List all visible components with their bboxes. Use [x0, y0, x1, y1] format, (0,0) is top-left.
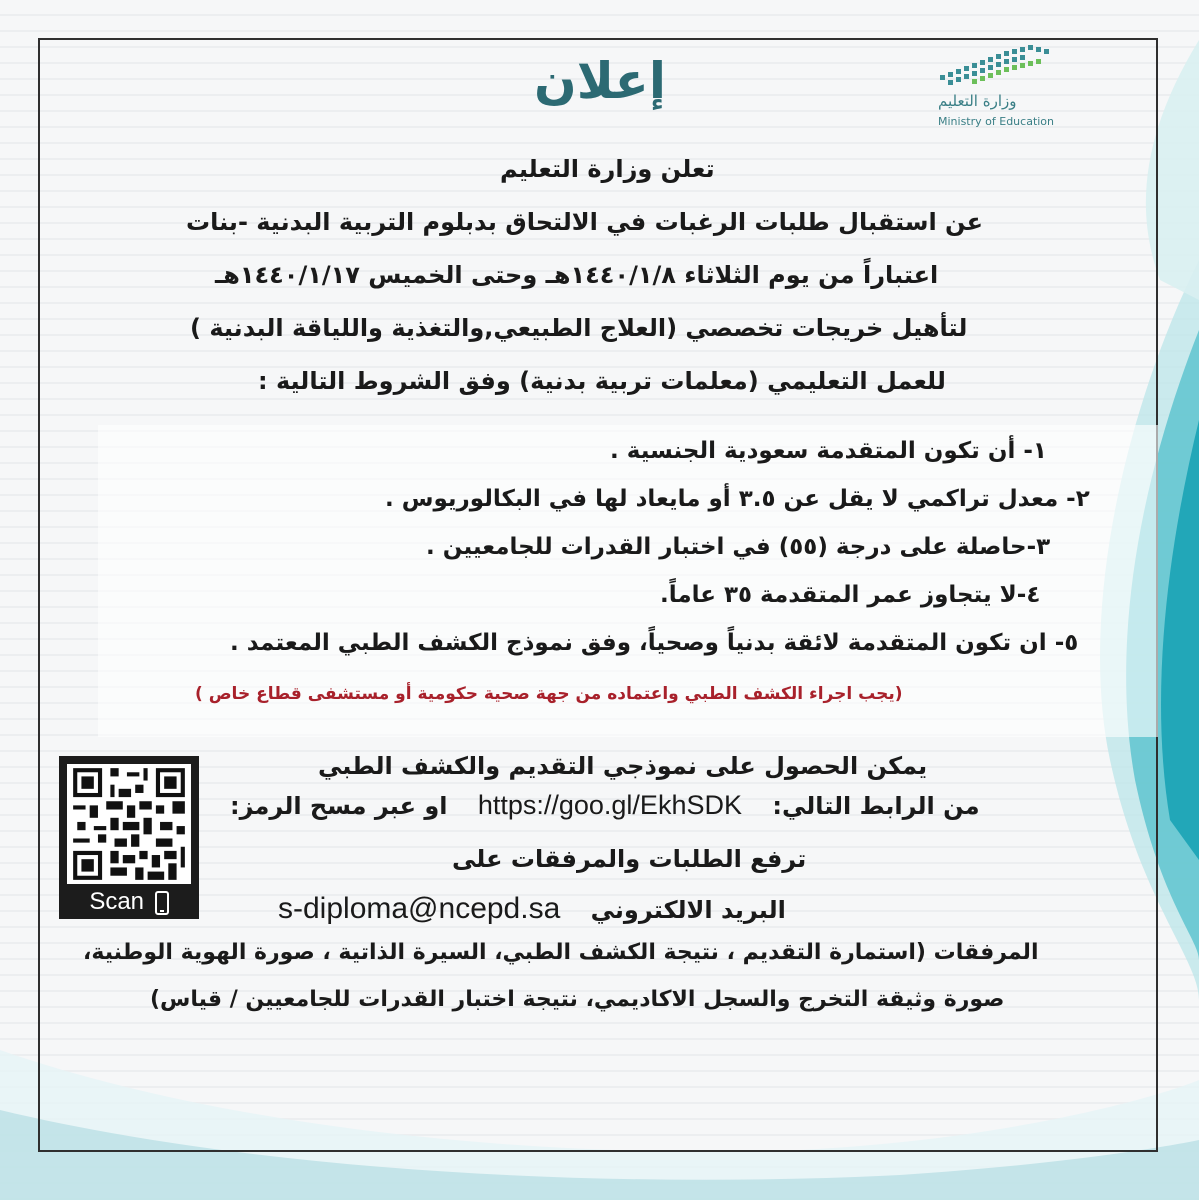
medical-note: (يجب اجراء الكشف الطبي واعتماده من جهة صحية حكومية أو مستشفى قطاع خاص )	[195, 684, 903, 704]
link-suffix: او عبر مسح الرمز:	[230, 792, 448, 820]
forms-line: يمكن الحصول على نموذجي التقديم والكشف الطبي	[318, 752, 928, 780]
email-row	[278, 892, 786, 926]
intro-line-1: تعلن وزارة التعليم	[500, 155, 715, 183]
qr-scan-text: Scan	[89, 888, 145, 915]
phone-icon	[155, 891, 169, 915]
qr-code-icon	[67, 764, 191, 884]
intro-line-3: اعتباراً من يوم الثلاثاء ١٤٤٠/١/٨هـ وحتى الخميس ١٤٤٠/١/١٧هـ	[215, 261, 939, 289]
condition-5: ٥- ان تكون المتقدمة لائقة بدنياً وصحياً، وفق نموذج الكشف الطبي المعتمد .	[230, 630, 1079, 656]
condition-2: ٢- معدل تراكمي لا يقل عن ٣.٥ أو مايعاد لها في البكالوريوس .	[385, 486, 1090, 512]
condition-3: ٣-حاصلة على درجة (٥٥) في اختبار القدرات للجامعيين .	[426, 534, 1051, 560]
logo-name-english: Ministry of Education	[938, 115, 1055, 128]
goo-gl-link[interactable]: https://goo.gl/EkhSDK	[477, 790, 742, 820]
announcement-title: إعلان	[534, 52, 666, 110]
submit-line: ترفع الطلبات والمرفقات على	[452, 845, 807, 873]
condition-1: ١- أن تكون المتقدمة سعودية الجنسية .	[610, 438, 1047, 464]
link-row	[230, 790, 980, 821]
intro-line-4: لتأهيل خريجات تخصصي (العلاج الطبيعي,والتغذية واللياقة البدنية )	[190, 314, 968, 342]
attachments-line-2: صورة وثيقة التخرج والسجل الاكاديمي، نتيجة اختبار القدرات للجامعيين / قياس)	[150, 987, 1005, 1012]
logo-name-arabic: وزارة التعليم	[938, 92, 1017, 110]
condition-4: ٤-لا يتجاوز عمر المتقدمة ٣٥ عاماً.	[660, 582, 1041, 608]
intro-line-2: عن استقبال طلبات الرغبات في الالتحاق بدبلوم التربية البدنية -بنات	[186, 208, 984, 236]
email-label: البريد الالكتروني	[590, 896, 786, 924]
attachments-line-1: المرفقات (استمارة التقديم ، نتيجة الكشف الطبي، السيرة الذاتية ، صورة الهوية الوطنية،	[83, 940, 1039, 965]
qr-code[interactable]	[59, 756, 199, 919]
email-address[interactable]: s-diploma@ncepd.sa	[278, 892, 561, 925]
link-prefix: من الرابط التالي:	[772, 792, 980, 820]
intro-line-5: للعمل التعليمي (معلمات تربية بدنية) وفق الشروط التالية :	[258, 367, 946, 395]
qr-scan-label	[59, 884, 199, 919]
